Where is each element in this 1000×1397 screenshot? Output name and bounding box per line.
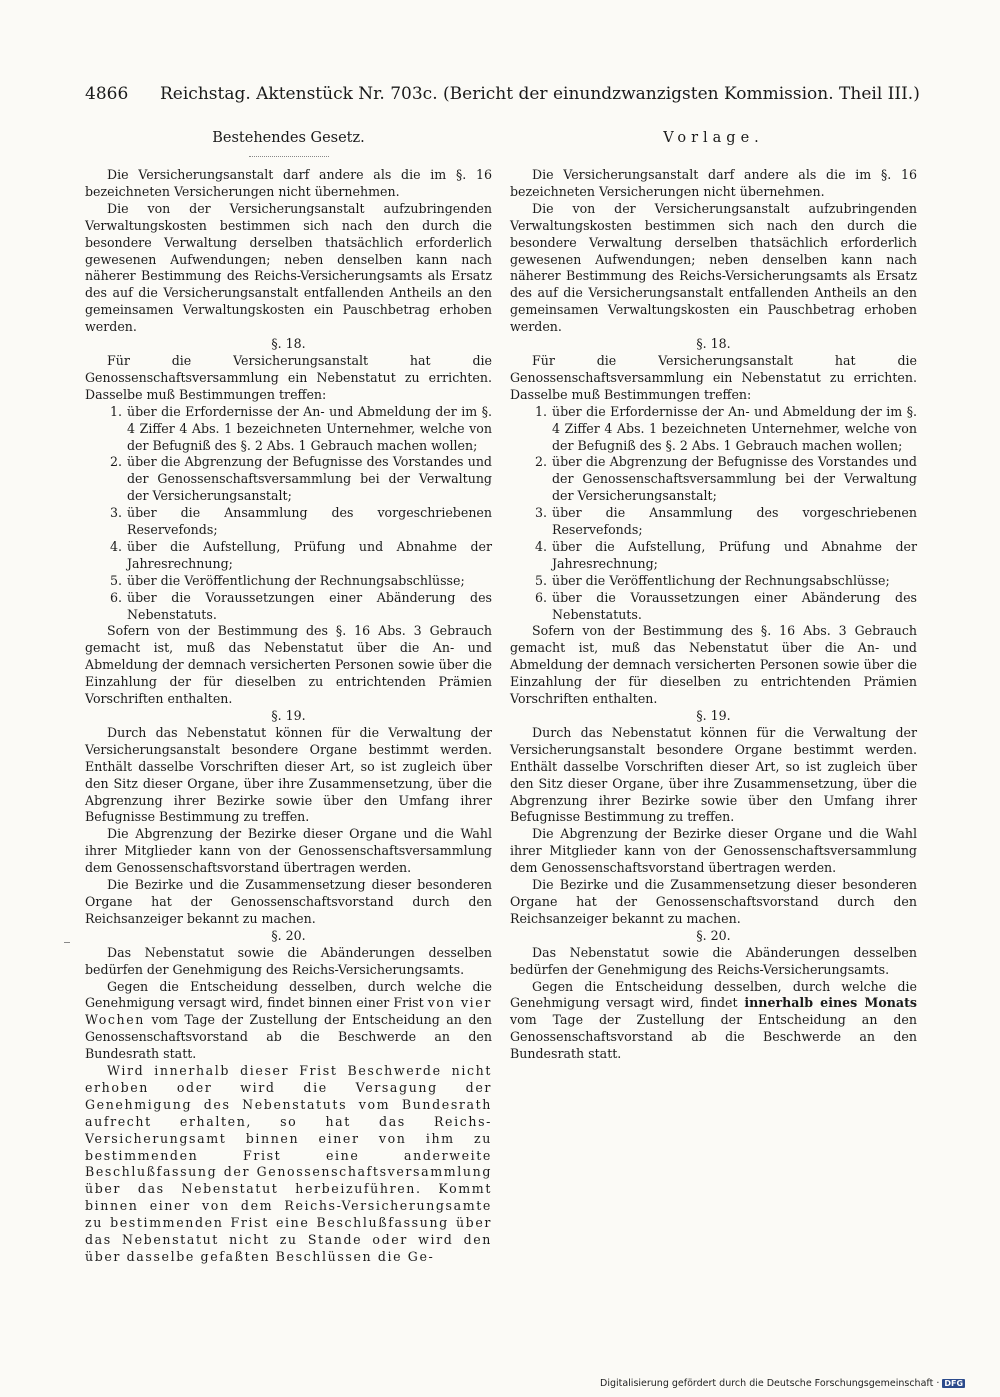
item-text: über die Aufstellung, Prüfung und Abnahme der Jahresrechnung; bbox=[127, 538, 492, 571]
paragraph: Die von der Versicherungsanstalt aufzubringenden Verwaltungskosten bestimmen sich nach den durch die besondere Verwaltung derselben thatsächlich erforderlich gewesenen Aufwendungen; neben denselben kann nach näherer Bestimmung des Reichs-Versicherungsamts als Ersatz des auf die Versicherungsanstalt entfallenden Antheils an den gemeinsamen Verwaltungskosten ein Pauschbetrag erhoben werden. bbox=[510, 200, 917, 335]
paragraph: Das Nebenstatut sowie die Abänderungen desselben bedürfen der Genehmigung des Reichs-Versicherungsamts. bbox=[85, 944, 492, 977]
item-number: 3. bbox=[109, 505, 122, 521]
running-title: Reichstag. Aktenstück Nr. 703c. (Bericht der einundzwanzigsten Kommission. Theil III.) bbox=[160, 84, 920, 104]
item-text: über die Voraussetzungen einer Abänderung des Nebenstatuts. bbox=[552, 589, 917, 622]
paragraph: Durch das Nebenstatut können für die Verwaltung der Versicherungsanstalt besondere Organe bestimmt werden. Enthält dasselbe Vorschriften dieser Art, so ist zugleich über den Sitz dieser Organe, über ihre Zusammensetzung, über die Abgrenzung ihrer Bezirke sowie über den Umfang ihrer Befugnisse Bestimmung zu treffen. bbox=[85, 724, 492, 825]
list-item bbox=[85, 505, 492, 539]
item-number: 1. bbox=[109, 403, 122, 419]
item-number: 2. bbox=[109, 454, 122, 470]
page-number: 4866 bbox=[85, 84, 129, 104]
spaced-emphasis: von vier Wochen bbox=[85, 995, 492, 1028]
list-item bbox=[510, 539, 917, 573]
item-number: 6. bbox=[109, 589, 122, 605]
bold-emphasis: innerhalb eines Monats bbox=[744, 995, 917, 1011]
item-number: 4. bbox=[534, 538, 547, 554]
page-header bbox=[85, 84, 925, 112]
column-existing-law bbox=[85, 126, 492, 1266]
dfg-logo: DFG bbox=[944, 1379, 964, 1388]
list-item bbox=[85, 573, 492, 590]
item-number: 3. bbox=[534, 505, 547, 521]
item-text: über die Abgrenzung der Befugnisse des Vorstandes und der Genossenschaftsversammlung bei der Verwaltung der Versicherungsanstalt; bbox=[552, 454, 917, 504]
list-item bbox=[510, 454, 917, 505]
margin-mark bbox=[64, 942, 70, 944]
section-heading: §. 18. bbox=[696, 336, 731, 352]
list-item bbox=[510, 404, 917, 455]
item-text: über die Abgrenzung der Befugnisse des Vorstandes und der Genossenschaftsversammlung bei der Verwaltung der Versicherungsanstalt; bbox=[127, 454, 492, 504]
paragraph: Die Bezirke und die Zusammensetzung dieser besonderen Organe hat der Genossenschaftsvorstand durch den Reichsanzeiger bekannt zu machen. bbox=[510, 877, 917, 926]
paragraph: Sofern von der Bestimmung des §. 16 Abs. 3 Gebrauch gemacht ist, muß das Nebenstatut über die An- und Abmeldung der demnach versicherten Personen sowie über die Einzahlung der für dieselben zu entrichtenden Prämien Vorschriften enthalten. bbox=[510, 623, 917, 707]
list-item bbox=[510, 573, 917, 590]
paragraph: Für die Versicherungsanstalt hat die Genossenschaftsversammlung ein Nebenstatut zu errichten. Dasselbe muß Bestimmungen treffen: bbox=[510, 352, 917, 402]
paragraph: Die Versicherungsanstalt darf andere als die im §. 16 bezeichneten Versicherungen nicht übernehmen. bbox=[510, 167, 917, 199]
text-run: Gegen die Entscheidung desselben, durch welche die Genehmigung versagt wird, findet binnen einer Frist bbox=[85, 978, 492, 1011]
item-number: 2. bbox=[534, 454, 547, 470]
column-draft bbox=[510, 126, 917, 1063]
list-item bbox=[85, 590, 492, 624]
item-number: 5. bbox=[109, 572, 122, 588]
column-title: Vorlage. bbox=[663, 130, 764, 146]
text-run: Gegen die Entscheidung desselben, durch welche die Genehmigung versagt wird, findet bbox=[510, 978, 917, 1011]
item-text: über die Ansammlung des vorgeschriebenen Reservefonds; bbox=[127, 505, 492, 538]
item-text: über die Ansammlung des vorgeschriebenen Reservefonds; bbox=[552, 505, 917, 538]
list-item bbox=[85, 404, 492, 455]
list-item bbox=[85, 454, 492, 505]
item-number: 4. bbox=[109, 538, 122, 554]
digitization-credit: Digitalisierung gefördert durch die Deutsche Forschungsgemeinschaft · DFG bbox=[600, 1378, 964, 1389]
list-item bbox=[510, 590, 917, 624]
paragraph: Die Abgrenzung der Bezirke dieser Organe und die Wahl ihrer Mitglieder kann von der Genossenschaftsversammlung dem Genossenschaftsvorstand übertragen werden. bbox=[85, 826, 492, 876]
section-heading: §. 18. bbox=[271, 336, 306, 352]
section-heading: §. 19. bbox=[696, 708, 731, 723]
numbered-list bbox=[85, 404, 492, 624]
paragraph: Für die Versicherungsanstalt hat die Genossenschaftsversammlung ein Nebenstatut zu errichten. Dasselbe muß Bestimmungen treffen: bbox=[85, 352, 492, 402]
paragraph: Das Nebenstatut sowie die Abänderungen desselben bedürfen der Genehmigung des Reichs-Versicherungsamts. bbox=[510, 944, 917, 977]
list-item bbox=[510, 505, 917, 539]
paragraph: Die Abgrenzung der Bezirke dieser Organe und die Wahl ihrer Mitglieder kann von der Genossenschaftsversammlung dem Genossenschaftsvorstand übertragen werden. bbox=[510, 826, 917, 876]
item-text: über die Voraussetzungen einer Abänderung des Nebenstatuts. bbox=[127, 589, 492, 622]
section-heading: §. 19. bbox=[271, 708, 306, 723]
section-heading: §. 20. bbox=[696, 927, 731, 943]
item-text: über die Erfordernisse der An- und Abmeldung der im §. 4 Ziffer 4 Abs. 1 bezeichneten Unternehmer, welche von der Befugniß des §. 2 Abs. 1 Gebrauch machen wollen; bbox=[552, 403, 917, 453]
paragraph: Die Versicherungsanstalt darf andere als die im §. 16 bezeichneten Versicherungen nicht übernehmen. bbox=[85, 167, 492, 199]
item-number: 5. bbox=[534, 572, 547, 588]
credit-text: Digitalisierung gefördert durch die Deutsche Forschungsgemeinschaft bbox=[600, 1378, 934, 1389]
item-number: 1. bbox=[534, 403, 547, 419]
item-text: über die Veröffentlichung der Rechnungsabschlüsse; bbox=[127, 572, 465, 588]
item-text: über die Aufstellung, Prüfung und Abnahme der Jahresrechnung; bbox=[552, 538, 917, 571]
item-text: über die Erfordernisse der An- und Abmeldung der im §. 4 Ziffer 4 Abs. 1 bezeichneten Unternehmer, welche von der Befugniß des §. 2 Abs. 1 Gebrauch machen wollen; bbox=[127, 403, 492, 453]
paragraph: Durch das Nebenstatut können für die Verwaltung der Versicherungsanstalt besondere Organe bestimmt werden. Enthält dasselbe Vorschriften dieser Art, so ist zugleich über den Sitz dieser Organe, über ihre Zusammensetzung, über die Abgrenzung ihrer Bezirke sowie über den Umfang ihrer Befugnisse Bestimmung zu treffen. bbox=[510, 724, 917, 825]
paragraph: Die von der Versicherungsanstalt aufzubringenden Verwaltungskosten bestimmen sich nach den durch die besondere Verwaltung derselben thatsächlich erforderlich gewesenen Aufwendungen; neben denselben kann nach näherer Bestimmung des Reichs-Versicherungsamts als Ersatz des auf die Versicherungsanstalt entfallenden Antheils an den gemeinsamen Verwaltungskosten ein Pauschbetrag erhoben werden. bbox=[85, 200, 492, 335]
column-title: Bestehendes Gesetz. bbox=[212, 130, 365, 146]
spaced-paragraph: Wird innerhalb dieser Frist Beschwerde nicht erhoben oder wird die Versagung der Genehmigung des Nebenstatuts vom Bundesrath aufrecht erhalten, so hat das Reichs-Versicherungsamt binnen einer von ihm zu bestimmenden Frist eine anderweite Beschlußfassung der Genossenschaftsversammlung über das Nebenstatut herbeizuführen. Kommt binnen einer von dem Reichs-Versicherungsamte zu bestimmenden Frist eine Beschlußfassung über das Nebenstatut nicht zu Stande oder wird den über dasselbe gefaßten Beschlüssen die Ge- bbox=[85, 1063, 492, 1264]
paragraph: Die Bezirke und die Zusammensetzung dieser besonderen Organe hat der Genossenschaftsvorstand durch den Reichsanzeiger bekannt zu machen. bbox=[85, 877, 492, 926]
text-run: vom Tage der Zustellung der Entscheidung an den Genossenschaftsvorstand ab die Beschwerde an den Bundesrath statt. bbox=[510, 1012, 917, 1062]
item-text: über die Veröffentlichung der Rechnungsabschlüsse; bbox=[552, 572, 890, 588]
paragraph bbox=[510, 979, 917, 1064]
section-heading: §. 20. bbox=[271, 927, 306, 943]
paragraph bbox=[85, 979, 492, 1064]
text-run: vom Tage der Zustellung der Entscheidung an den Genossenschaftsvorstand ab die Beschwerde an den Bundesrath statt. bbox=[85, 1012, 492, 1062]
item-number: 6. bbox=[534, 589, 547, 605]
title-rule bbox=[249, 156, 329, 157]
list-item bbox=[85, 539, 492, 573]
paragraph: Sofern von der Bestimmung des §. 16 Abs. 3 Gebrauch gemacht ist, muß das Nebenstatut über die An- und Abmeldung der demnach versicherten Personen sowie über die Einzahlung der für dieselben zu entrichtenden Prämien Vorschriften enthalten. bbox=[85, 623, 492, 707]
numbered-list bbox=[510, 404, 917, 624]
